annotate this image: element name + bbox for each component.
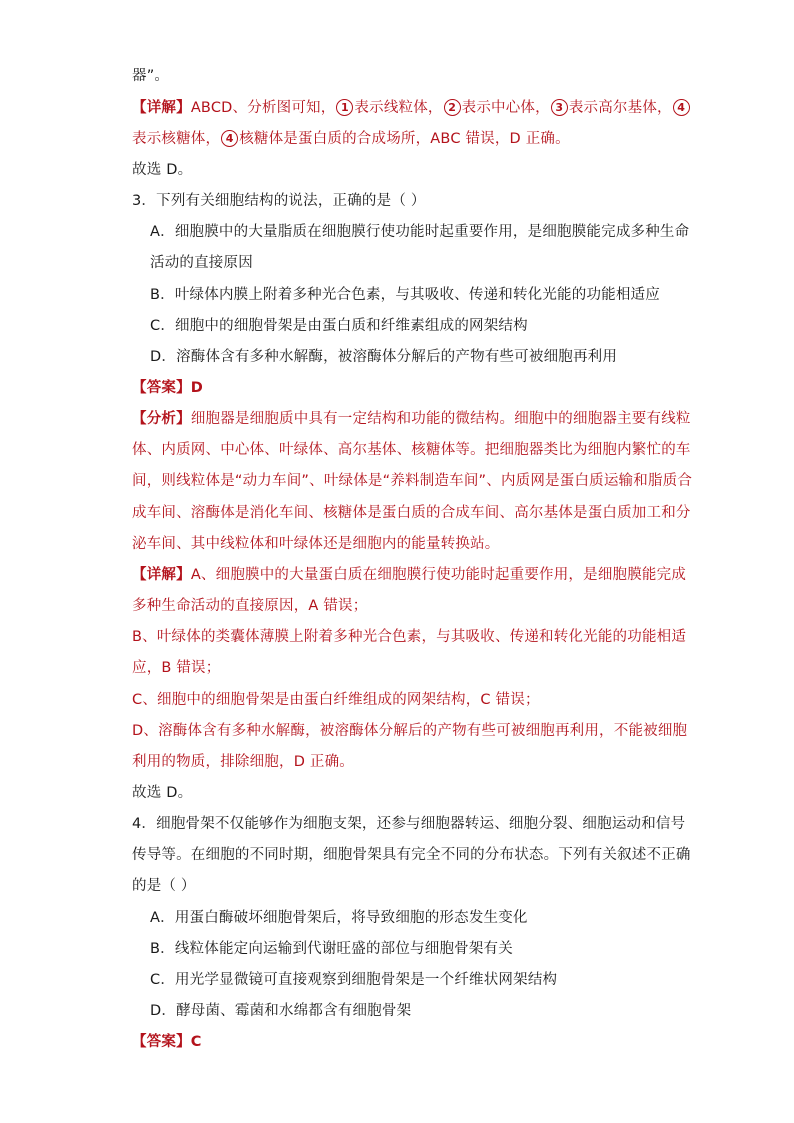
question-4-answer: 【答案】C — [132, 1034, 202, 1050]
explanation-line: 利用的物质，排除细胞，D 正确。 — [132, 754, 354, 770]
analysis-line: 泌车间、其中线粒体和叶绿体还是细胞内的能量转换站。 — [132, 536, 500, 552]
analysis-tag: 【分析】 — [132, 411, 191, 427]
question-4-stem: 4．细胞骨架不仅能够作为细胞支架，还参与细胞器转运、细胞分裂、细胞运动和信号 — [132, 816, 686, 832]
analysis-text: 细胞器是细胞质中具有一定结构和功能的微结构。细胞中的细胞器主要有线粒 — [190, 411, 691, 427]
analysis-line: 体、内质网、中心体、叶绿体、高尔基体、核糖体等。把细胞器类比为细胞内繁忙的车 — [132, 442, 691, 458]
explanation-line — [132, 129, 570, 149]
explanation-tag: 【详解】 — [132, 567, 191, 583]
conclusion: 故选 D。 — [132, 162, 193, 178]
explanation-line: C、细胞中的细胞骨架是由蛋白纤维组成的网架结构，C 错误； — [132, 692, 540, 708]
explanation-text: 表示线粒体， — [354, 100, 443, 116]
explanation-line — [132, 565, 686, 585]
circled-number: 3 — [551, 99, 568, 116]
explanation-line: 应，B 错误； — [132, 660, 221, 676]
explanation-text: 表示中心体， — [461, 100, 550, 116]
explanation-line — [132, 98, 691, 118]
explanation-tag: 【详解】 — [132, 100, 191, 116]
continued-text: 器”。 — [132, 68, 170, 84]
question-3-option-a-cont: 活动的直接原因 — [150, 255, 253, 271]
explanation-text: 表示高尔基体， — [568, 100, 672, 116]
question-3-stem: 3．下列有关细胞结构的说法，正确的是（ ） — [132, 193, 426, 209]
question-4-option-d: D．酵母菌、霉菌和水绵都含有细胞骨架 — [150, 1003, 412, 1019]
question-4-stem: 的是（ ） — [132, 878, 196, 894]
question-4-option-c: C．用光学显微镜可直接观察到细胞骨架是一个纤维状网架结构 — [150, 972, 558, 988]
explanation-text: A、细胞膜中的大量蛋白质在细胞膜行使功能时起重要作用，是细胞膜能完成 — [190, 567, 687, 583]
question-3-answer: 【答案】D — [132, 380, 204, 396]
circled-number: 4 — [221, 130, 238, 147]
analysis-line: 成车间、溶酶体是消化车间、核糖体是蛋白质的合成车间、高尔基体是蛋白质加工和分 — [132, 505, 691, 521]
analysis-line: 间，则线粒体是“动力车间”、叶绿体是“养料制造车间”、内质网是蛋白质运输和脂质合 — [132, 473, 693, 489]
explanation-line: 多种生命活动的直接原因，A 错误； — [132, 598, 368, 614]
question-3-option-a: A．细胞膜中的大量脂质在细胞膜行使功能时起重要作用，是细胞膜能完成多种生命 — [150, 224, 690, 240]
analysis-line — [132, 409, 691, 429]
explanation-text: 核糖体是蛋白质的合成场所，ABC 错误，D 正确。 — [239, 131, 570, 147]
question-3-option-b: B．叶绿体内膜上附着多种光合色素，与其吸收、传递和转化光能的功能相适应 — [150, 287, 660, 303]
circled-number: 1 — [336, 99, 353, 116]
question-3-option-d: D．溶酶体含有多种水解酶，被溶酶体分解后的产物有些可被细胞再利用 — [150, 349, 618, 365]
conclusion: 故选 D。 — [132, 785, 193, 801]
question-4-option-a: A．用蛋白酶破坏细胞骨架后，将导致细胞的形态发生变化 — [150, 910, 528, 926]
circled-number: 2 — [444, 99, 461, 116]
explanation-line: B、叶绿体的类囊体薄膜上附着多种光合色素，与其吸收、传递和转化光能的功能相适 — [132, 629, 687, 645]
question-3-option-c: C．细胞中的细胞骨架是由蛋白质和纤维素组成的网架结构 — [150, 318, 528, 334]
explanation-text: 表示核糖体， — [132, 131, 221, 147]
question-4-stem: 传导等。在细胞的不同时期，细胞骨架具有完全不同的分布状态。下列有关叙述不正确 — [132, 847, 691, 863]
circled-number: 4 — [673, 99, 690, 116]
question-4-option-b: B．线粒体能定向运输到代谢旺盛的部位与细胞骨架有关 — [150, 941, 513, 957]
explanation-text: ABCD、分析图可知， — [190, 100, 336, 116]
explanation-line: D、溶酶体含有多种水解酶，被溶酶体分解后的产物有些可被细胞再利用，不能被细胞 — [132, 723, 688, 739]
